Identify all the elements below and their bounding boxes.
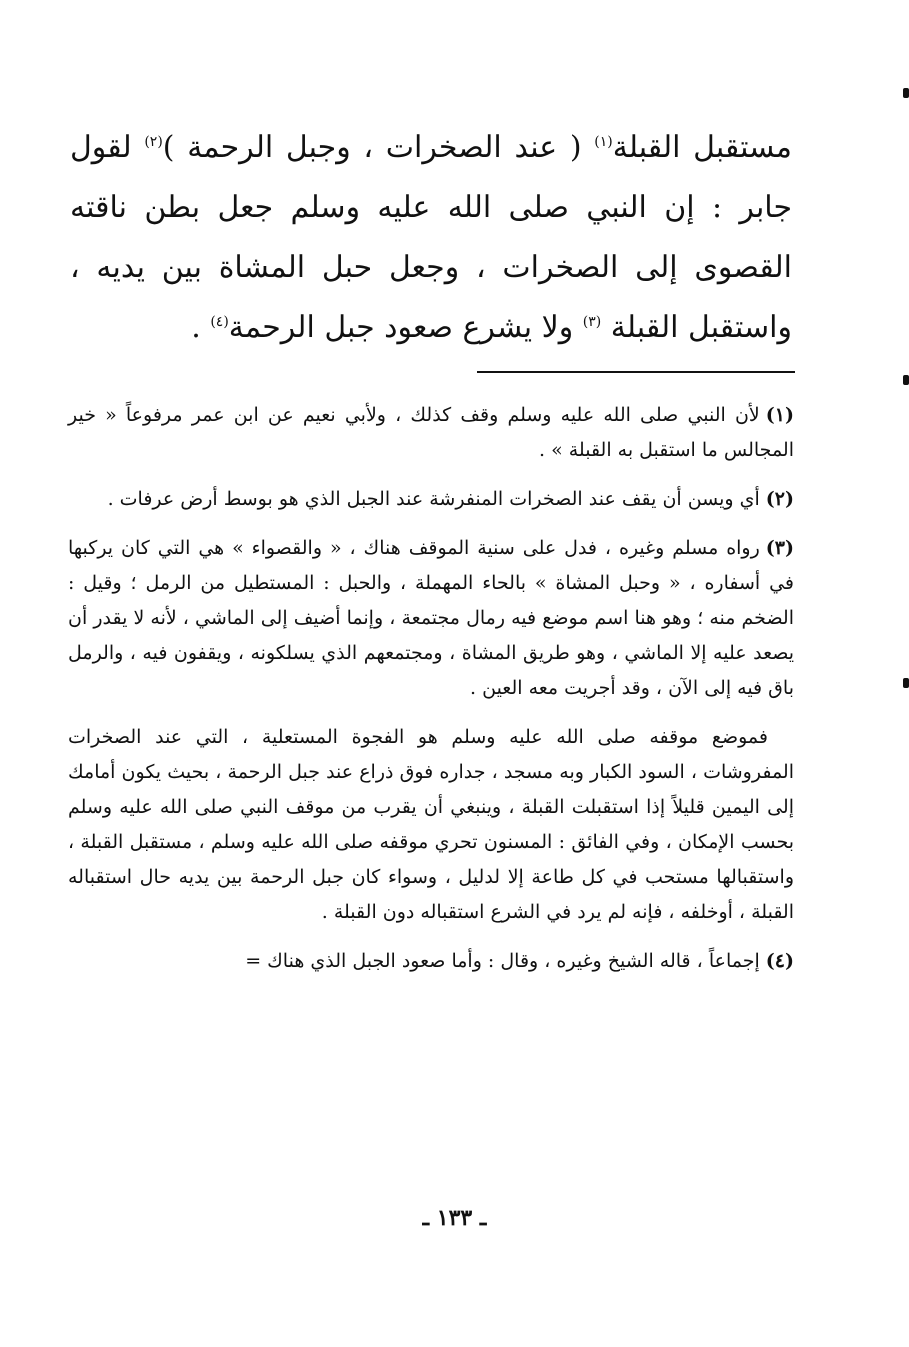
footnote-4 [68, 944, 794, 979]
main-text-segment-1: مستقبل القبلة [612, 130, 792, 165]
margin-mark-middle [903, 375, 909, 385]
footnote-2 [68, 482, 794, 517]
page-number: ـ ١٣٣ ـ [422, 1205, 487, 1231]
footnote-text: إجماعاً ، قاله الشيخ وغيره ، وقال : وأما صعود الجبل الذي هناك = [245, 950, 760, 972]
footnote-number: (٤) [765, 950, 794, 972]
footnote-text: أي ويسن أن يقف عند الصخرات المنفرشة عند الجبل الذي هو بوسط أرض عرفات . [107, 488, 760, 510]
footnote-commentary: فموضع موقفه صلى الله عليه وسلم هو الفجوة المستعلية ، التي عند الصخرات المفروشات ، السود الكبار وبه مسجد ، جداره فوق ذراع عند جبل الرحمة ، بحيث يكون أمامك إلى اليمين قليلاً إذا استقبلت القبلة ، وينبغي أن يقرب من موقف النبي صلى الله عليه وسلم بحسب الإمكان ، وفي الفائق : المسنون تحري موقفه صلى الله عليه وسلم ، مستقبل القبلة ، واستقبالها مستحب في كل طاعة إلا لدليل ، وسواء كان جبل الرحمة بين يديه حال استقباله القبلة ، أوخلفه ، فإنه لم يرد في الشرع استقباله دون القبلة . [68, 726, 794, 923]
margin-mark-top [903, 88, 909, 98]
footnote-ref-1: (١) [594, 134, 613, 150]
main-text-segment-5: . [191, 310, 201, 345]
margin-mark-lower [903, 678, 909, 688]
footnote-3 [68, 531, 794, 706]
footnote-number: (٣) [765, 537, 794, 559]
footnote-number: (٢) [765, 488, 794, 510]
main-text-block [70, 118, 792, 358]
footnote-ref-4: (٤) [210, 314, 229, 330]
main-text-segment-3: لقول جابر : إن النبي صلى الله عليه وسلم جعل بطن ناقته القصوى إلى الصخرات ، وجعل حبل المشاة بين يديه ، واستقبل القبلة [70, 130, 792, 345]
footnote-1 [68, 398, 794, 468]
footnote-text: لأن النبي صلى الله عليه وسلم وقف كذلك ، ولأبي نعيم عن ابن عمر مرفوعاً « خير المجالس ما استقبل به القبلة » . [68, 404, 794, 461]
footnote-number: (١) [765, 404, 794, 426]
footnote-text: رواه مسلم وغيره ، فدل على سنية الموقف هناك ، « والقصواء » هي التي كان يركبها في أسفاره ، « وحبل المشاة » بالحاء المهملة ، والحبل : المستطيل من الرمل ؛ وقيل : الضخم منه ؛ وهو هنا اسم موضع فيه رمال مجتمعة ، وإنما أضيف إلى الماشي ، لأنه لا يقدر أن يصعد عليه إلا الماشي ، وهو طريق المشاة ، ومجتمعهم الذي يسلكونه ، ويقفون فيه ، والرمل باق فيه إلى الآن ، وقد أجريت معه العين . [68, 537, 794, 699]
main-text-segment-4: ولا يشرع صعود جبل الرحمة [228, 310, 574, 345]
footnote-divider [477, 371, 795, 373]
footnotes-section [68, 398, 794, 993]
footnote-ref-3: (٣) [582, 314, 602, 330]
footnote-ref-2: (٢) [144, 134, 163, 150]
main-text-segment-2: ( عند الصخرات ، وجبل الرحمة ) [162, 130, 582, 165]
main-paragraph [70, 118, 792, 358]
